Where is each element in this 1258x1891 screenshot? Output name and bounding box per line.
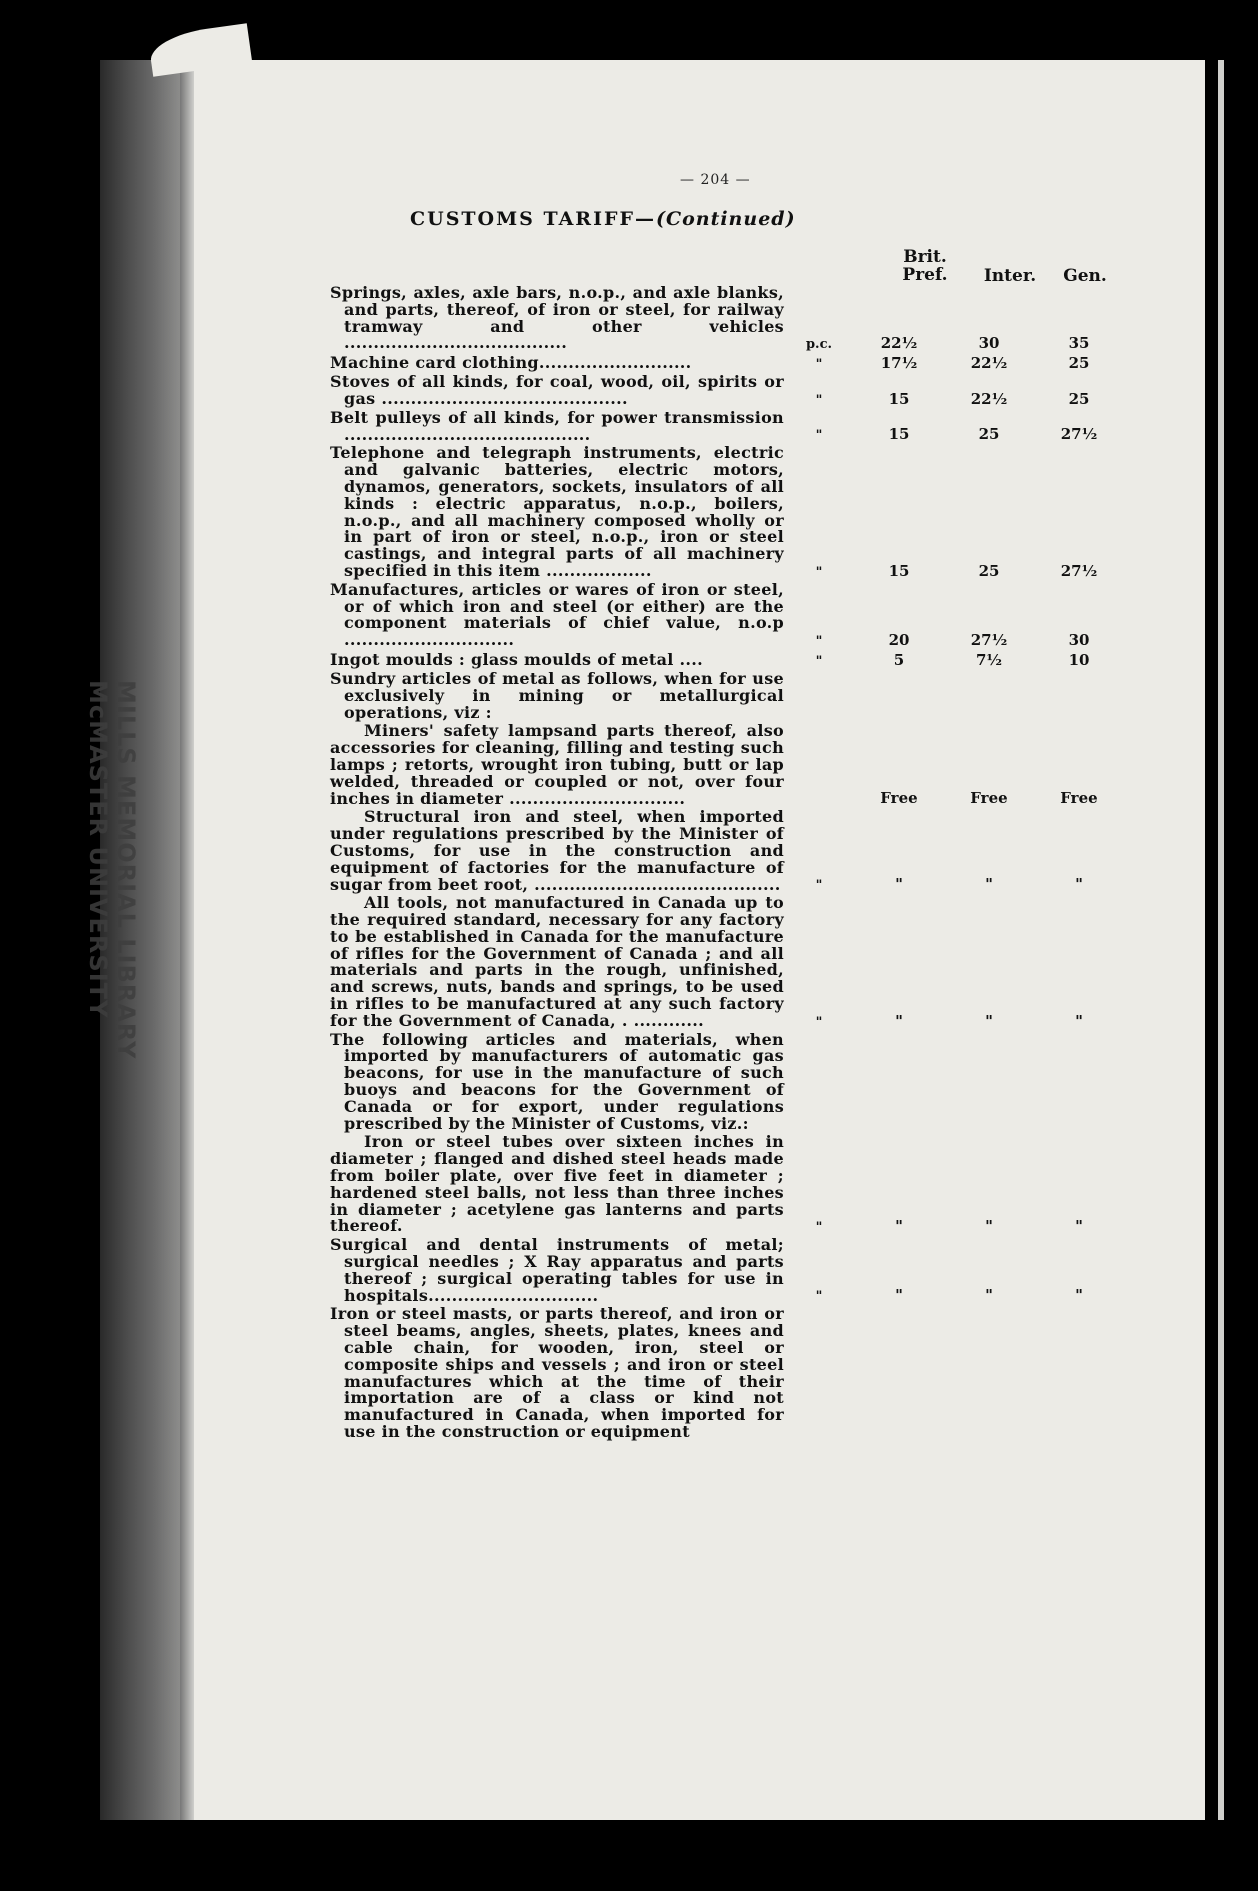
brit-pref-rate: ": [895, 1217, 903, 1236]
brit-pref-rate: [854, 671, 944, 723]
page-fold: [180, 60, 194, 1820]
rate-unit: ": [815, 1014, 823, 1030]
inter-rate: 7½: [975, 650, 1003, 669]
brit-pref-rate: ": [895, 875, 903, 894]
rate-unit: [784, 723, 854, 809]
gen-rate: ": [1075, 1286, 1083, 1305]
brit-pref-rate: 22½: [880, 334, 918, 353]
brit-pref-rate: 15: [888, 561, 910, 580]
brit-header-line-1: Brit.: [903, 247, 947, 267]
gen-rate: 25: [1068, 389, 1090, 408]
tariff-row: [330, 895, 1124, 1031]
item-description: Telephone and telegraph instruments, electric and galvanic batteries, electric motors, dynamos, generators, sockets, insulators of all kinds : electric apparatus, n.o.p., boilers, n.o.p., and all machinery composed wholly or in part of iron or steel, n.o.p., iron or steel castings, and integral parts of all machinery specified in this item ..................: [330, 443, 784, 580]
gen-rate: [1034, 671, 1124, 723]
rate-unit: ": [815, 1289, 823, 1305]
tariff-row: [330, 809, 1124, 895]
gen-rate: ": [1075, 875, 1083, 894]
tariff-row: [330, 1032, 1124, 1135]
brit-pref-rate: Free: [880, 789, 918, 808]
brit-header-line-2: Pref.: [902, 265, 948, 285]
gen-rate: 27½: [1060, 561, 1098, 580]
item-description: All tools, not manufactured in Canada up to the required standard, necessary for any factory to be established in Canada for the manufacture of rifles for the Government of Canada ; and all materials and parts in the rough, unfinished, and screws, nuts, bands and springs, to be used in rifles to be manufactured at any such factory for the Government of Canada, . ............: [330, 893, 784, 1030]
inter-rate: [944, 1306, 1034, 1442]
tariff-row: [330, 445, 1124, 581]
brit-pref-rate: 5: [893, 650, 905, 669]
brit-pref-rate: [854, 1032, 944, 1135]
gen-rate: 25: [1068, 354, 1090, 373]
column-header-brit: [890, 248, 960, 284]
rate-unit: ": [815, 392, 823, 408]
item-description: Machine card clothing..........................: [330, 353, 692, 373]
inter-rate: 22½: [970, 389, 1008, 408]
item-description: Stoves of all kinds, for coal, wood, oil, spirits or gas ..........................................: [330, 372, 784, 408]
gen-rate: [1034, 1032, 1124, 1135]
stamp-line-1: MILLS MEMORIAL LIBRARY: [112, 680, 140, 1060]
item-description: Manufactures, articles or wares of iron or steel, or of which iron and steel (or either) are the component materials of chief value, n.o.p .............................: [330, 579, 784, 650]
inter-rate: 25: [978, 425, 1000, 444]
inter-rate: [944, 671, 1034, 723]
item-description: Sundry articles of metal as follows, when for use exclusively in mining or metallurgical operations, viz :: [330, 668, 784, 722]
tariff-row: [330, 582, 1124, 651]
inter-rate: 22½: [970, 354, 1008, 373]
item-description: Belt pulleys of all kinds, for power transmission ..........................................: [330, 407, 784, 444]
gen-rate: ": [1075, 1011, 1083, 1030]
brit-pref-rate: 20: [888, 630, 910, 649]
rate-unit: [784, 671, 854, 723]
brit-pref-rate: [854, 1306, 944, 1442]
rate-unit: ": [815, 357, 823, 373]
gen-rate: 30: [1068, 630, 1090, 649]
brit-pref-rate: 17½: [880, 354, 918, 373]
tariff-row: [330, 354, 1124, 374]
tariff-row: [330, 723, 1124, 809]
gen-rate: 27½: [1060, 425, 1098, 444]
title-main: CUSTOMS TARIFF—: [410, 208, 656, 230]
inter-rate: ": [985, 1286, 993, 1305]
brit-pref-rate: 15: [888, 389, 910, 408]
tariff-rows: [330, 285, 1124, 1443]
item-description: Surgical and dental instruments of metal; surgical needles ; X Ray apparatus and parts thereof ; surgical operating tables for use in hospitals.............................: [330, 1235, 784, 1305]
inter-rate: ": [985, 1217, 993, 1236]
rate-unit: ": [815, 1220, 823, 1236]
inter-rate: 27½: [970, 630, 1008, 649]
rate-unit: ": [815, 428, 823, 444]
tariff-row: [330, 1306, 1124, 1442]
stamp-line-2: McMASTER UNIVERSITY: [84, 680, 112, 1019]
brit-pref-rate: ": [895, 1286, 903, 1305]
item-description: Springs, axles, axle bars, n.o.p., and axle blanks, and parts, thereof, of iron or steel, for railway tramway and other vehicles ......................................: [330, 283, 784, 353]
item-description: Structural iron and steel, when imported under regulations prescribed by the Minister of Customs, for use in the construction and equipment of factories for the manufacture of sugar from beet root, ..........................................: [330, 807, 784, 894]
item-description: Iron or steel masts, or parts thereof, and iron or steel beams, angles, sheets, plates, knees and cable chain, for wooden, iron, steel or composite ships and vessels ; and iron or steel manufactures which at the time of their importation are of a class or kind not manufactured in Canada, when imported for use in the construction or equipment: [330, 1304, 784, 1441]
rate-unit: ": [815, 564, 823, 580]
title-continued: (Continued): [655, 208, 796, 230]
gen-rate: [1034, 1306, 1124, 1442]
rate-unit: ": [815, 878, 823, 894]
library-stamp: [84, 680, 140, 1059]
rate-unit: ": [815, 633, 823, 649]
inter-rate: 25: [978, 561, 1000, 580]
column-header-inter: Inter.: [983, 266, 1037, 286]
gen-rate: Free: [1060, 789, 1098, 808]
tariff-row: [330, 374, 1124, 410]
item-description: The following articles and materials, when imported by manufacturers of automatic gas beacons, for use in the manufacture of such buoys and beacons for the Government of Canada or for export, under regulations prescribed by the Minister of Customs, viz.:: [330, 1029, 784, 1133]
tariff-row: [330, 285, 1124, 354]
tariff-row: [330, 1237, 1124, 1306]
next-page-edge: [1218, 60, 1224, 1820]
rate-unit: p.c.: [805, 337, 833, 353]
tariff-row: [330, 410, 1124, 446]
tariff-row: [330, 671, 1124, 723]
gen-rate: 35: [1068, 334, 1090, 353]
rate-unit: ": [815, 653, 823, 669]
item-description: Ingot moulds : glass moulds of metal ....: [330, 650, 704, 670]
inter-rate: [944, 1032, 1034, 1135]
inter-rate: ": [985, 875, 993, 894]
tariff-row: [330, 1134, 1124, 1237]
gen-rate: ": [1075, 1217, 1083, 1236]
brit-pref-rate: ": [895, 1011, 903, 1030]
brit-pref-rate: 15: [888, 425, 910, 444]
rate-unit: [784, 1032, 854, 1135]
column-header-gen: Gen.: [1063, 266, 1107, 286]
tariff-table: [330, 285, 1124, 1443]
inter-rate: 30: [978, 334, 1000, 353]
inter-rate: ": [985, 1011, 993, 1030]
page-title: [410, 208, 970, 230]
tariff-row: [330, 651, 1124, 671]
item-description: Iron or steel tubes over sixteen inches in diameter ; flanged and dished steel heads made from boiler plate, over five feet in diameter ; hardened steel balls, not less than three inches in diameter ; acetylene gas lanterns and parts thereof.: [330, 1132, 784, 1236]
item-description: Miners' safety lampsand parts thereof, also accessories for cleaning, filling and testing such lamps ; retorts, wrought iron tubing, butt or lap welded, threaded or coupled or not, over four inches in diameter ..............................: [330, 721, 784, 808]
inter-rate: Free: [970, 789, 1008, 808]
gen-rate: 10: [1068, 650, 1090, 669]
page-number: — 204 —: [680, 172, 751, 188]
rate-unit: [784, 1306, 854, 1442]
